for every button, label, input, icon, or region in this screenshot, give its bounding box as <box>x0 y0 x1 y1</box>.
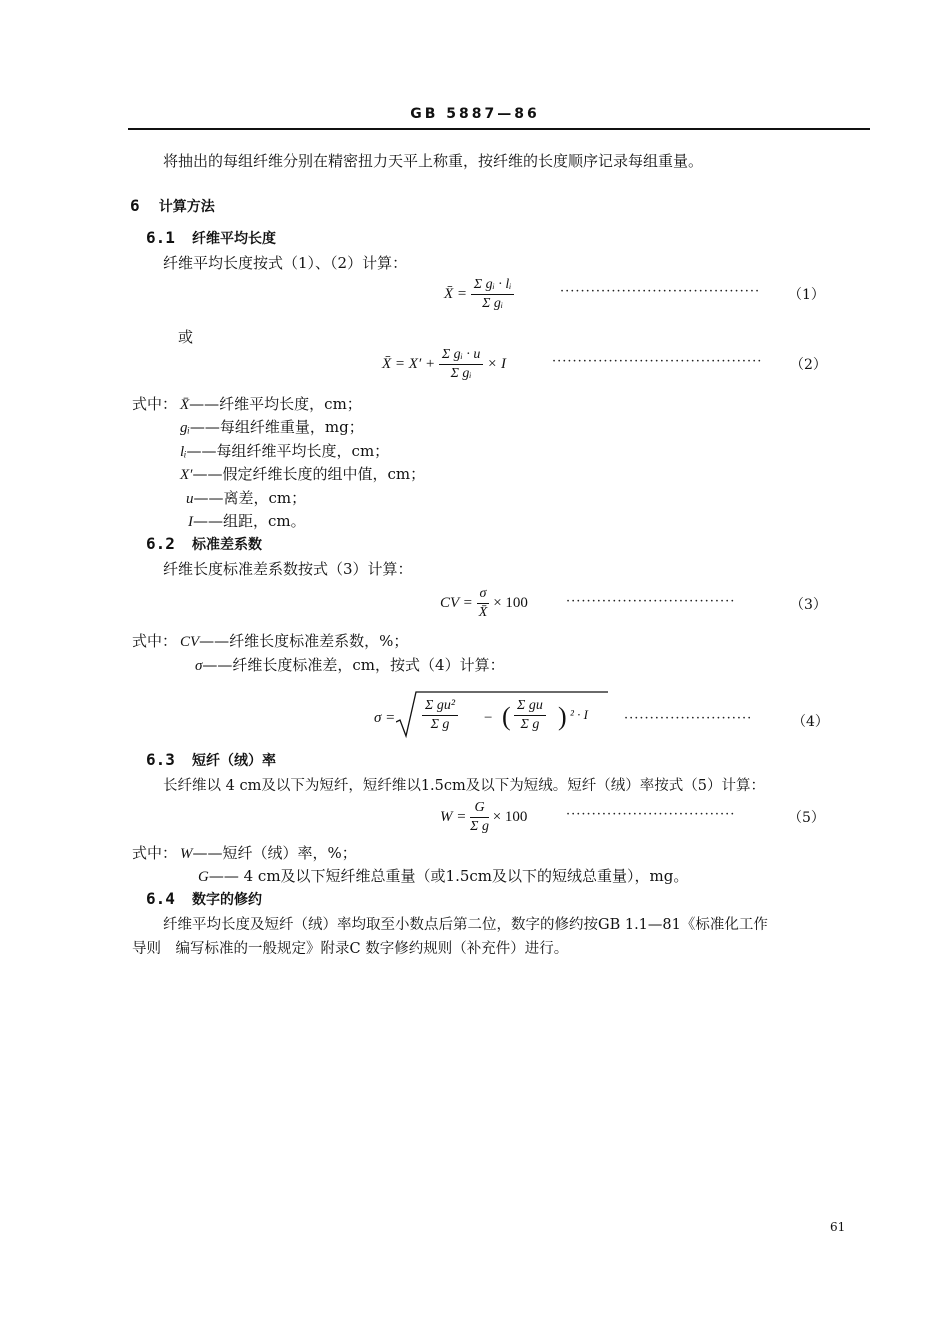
def-x-bar-desc: ——纤维平均长度，cm； <box>189 395 362 413</box>
eq4-leader-dots: ························· <box>624 711 753 726</box>
def-l <box>180 440 389 461</box>
def-cv <box>180 630 408 651</box>
section-6-3-number: 6.3 <box>146 750 175 769</box>
section-6-heading <box>130 196 215 216</box>
eq1-fraction <box>471 277 515 312</box>
eq4-b-denominator: Σ g <box>520 717 540 732</box>
eq5-numerator: G <box>470 800 489 818</box>
eq4-lhs: σ = <box>374 710 396 726</box>
def-g <box>180 416 364 437</box>
or-text: 或 <box>178 328 194 346</box>
section-6-number: 6 <box>130 196 140 215</box>
eq4-fraction-a <box>422 698 458 733</box>
eq3-fraction <box>477 586 490 621</box>
section-6-1-title: 纤维平均长度 <box>192 231 276 247</box>
where-label-6-1: 式中： <box>132 395 178 413</box>
def-l-symbol: lᵢ <box>180 444 187 460</box>
def-x-prime-desc: ——假定纤维长度的组中值，cm； <box>192 465 426 483</box>
section-6-title: 计算方法 <box>158 199 215 215</box>
where-label-6-2: 式中： <box>132 632 178 650</box>
eq3-leader-dots: ································· <box>566 594 736 609</box>
where-label-6-3: 式中： <box>132 844 178 862</box>
eq1-numerator: Σ gᵢ · lᵢ <box>471 277 515 295</box>
def-x-prime <box>180 463 425 484</box>
eq4-a-denominator: Σ g <box>430 717 450 732</box>
def-cv-desc: ——纤维长度标准差系数，%； <box>199 632 409 650</box>
eq2-lhs: X̄ = X′ + <box>382 355 436 372</box>
eq4-a-numerator: Σ gu² <box>422 698 458 716</box>
section-6-3-text: 长纤维以 4 cm及以下为短纤，短纤维以1.5cm及以下为短绒。短纤（绒）率按式（5）计算： <box>163 778 765 794</box>
def-l-desc: ——每组纤维平均长度，cm； <box>186 442 390 460</box>
def-x-bar <box>180 393 362 414</box>
def-w-desc: ——短纤（绒）率，%； <box>192 844 357 862</box>
eq4-rhs: ² · I <box>570 707 588 722</box>
def-sigma <box>195 654 505 675</box>
eq4-minus: − <box>484 710 493 726</box>
section-6-1-heading <box>146 228 276 248</box>
eq5-fraction <box>470 800 489 835</box>
eq3-numerator: σ <box>477 586 490 604</box>
def-u-desc: ——离差，cm； <box>193 489 307 507</box>
def-w <box>180 842 357 863</box>
eq4-fraction-b <box>514 698 546 733</box>
eq5-rhs: × 100 <box>492 808 528 825</box>
section-6-1-text: 纤维平均长度按式（1）、（2）计算： <box>163 254 408 272</box>
section-6-2-number: 6.2 <box>146 534 175 553</box>
def-w-symbol: W <box>180 846 193 862</box>
standard-number: GB 5887—86 <box>410 106 540 122</box>
def-i-symbol: I <box>188 514 193 530</box>
eq4-left-paren: ( <box>502 702 511 731</box>
def-g-total <box>198 865 688 886</box>
section-6-2-heading <box>146 534 262 554</box>
def-g-total-desc: —— 4 cm及以下短纤维总重量（或1.5cm及以下的短绒总重量），mg。 <box>208 867 689 885</box>
eq2-numerator: Σ gᵢ · u <box>439 347 484 365</box>
eq3-lhs: CV = <box>440 594 473 611</box>
eq5-denominator: Σ g <box>470 819 489 834</box>
section-6-2-title: 标准差系数 <box>192 537 262 553</box>
eq3-number: （3） <box>790 597 827 613</box>
def-u-symbol: u <box>186 491 194 507</box>
def-x-bar-symbol: X̄ <box>180 397 190 413</box>
def-g-symbol: gᵢ <box>180 420 190 436</box>
def-u <box>186 487 306 508</box>
eq2-leader-dots: ········································· <box>552 354 763 369</box>
eq2-denominator: Σ gᵢ <box>450 366 472 381</box>
eq5-number: （5） <box>788 810 825 826</box>
section-6-3-title: 短纤（绒）率 <box>192 753 276 769</box>
section-6-4-title: 数字的修约 <box>192 892 262 908</box>
eq5-lhs: W = <box>440 808 467 825</box>
eq2-fraction <box>439 347 484 382</box>
eq4-number: （4） <box>792 714 829 730</box>
equation-5 <box>440 800 527 835</box>
def-x-prime-symbol: X′ <box>180 467 193 483</box>
def-sigma-desc: ——纤维长度标准差，cm，按式（4）计算： <box>202 656 505 674</box>
def-sigma-symbol: σ <box>195 658 203 674</box>
section-6-3-heading <box>146 750 276 770</box>
def-g-total-symbol: G <box>198 869 209 885</box>
def-g-desc: ——每组纤维重量，mg； <box>189 418 364 436</box>
eq5-leader-dots: ································· <box>566 807 736 822</box>
section-6-4-line-2: 导则 编写标准的一般规定》附录C 数字修约规则（补充件）进行。 <box>132 941 569 957</box>
section-6-1-number: 6.1 <box>146 228 175 247</box>
equation-3 <box>440 586 528 621</box>
page-number: 61 <box>830 1220 846 1234</box>
section-6-4-heading <box>146 889 262 909</box>
def-i-desc: ——组距，cm。 <box>193 512 306 530</box>
equation-2 <box>382 347 506 382</box>
eq1-leader-dots: ······································· <box>560 284 761 299</box>
section-6-4-line-1: 纤维平均长度及短纤（绒）率均取至小数点后第二位，数字的修约按GB 1.1—81《标准化工作 <box>163 917 768 933</box>
eq3-denominator: X̄ <box>478 605 488 620</box>
eq4-right-paren: ) <box>558 702 567 731</box>
eq4-b-numerator: Σ gu <box>514 698 546 716</box>
eq3-rhs: × 100 <box>493 594 528 611</box>
equation-1 <box>444 277 514 312</box>
def-i <box>188 510 306 531</box>
section-6-2-text: 纤维长度标准差系数按式（3）计算： <box>163 560 413 578</box>
intro-paragraph: 将抽出的每组纤维分别在精密扭力天平上称重，按纤维的长度顺序记录每组重量。 <box>163 152 704 170</box>
section-6-4-number: 6.4 <box>146 889 175 908</box>
eq2-number: （2） <box>790 357 827 373</box>
eq1-denominator: Σ gᵢ <box>482 296 504 311</box>
def-cv-symbol: CV <box>180 634 200 650</box>
eq1-number: （1） <box>788 287 825 303</box>
eq2-rhs: × I <box>487 355 507 372</box>
eq1-lhs: X̄ = <box>444 285 468 302</box>
header-rule <box>128 128 870 130</box>
